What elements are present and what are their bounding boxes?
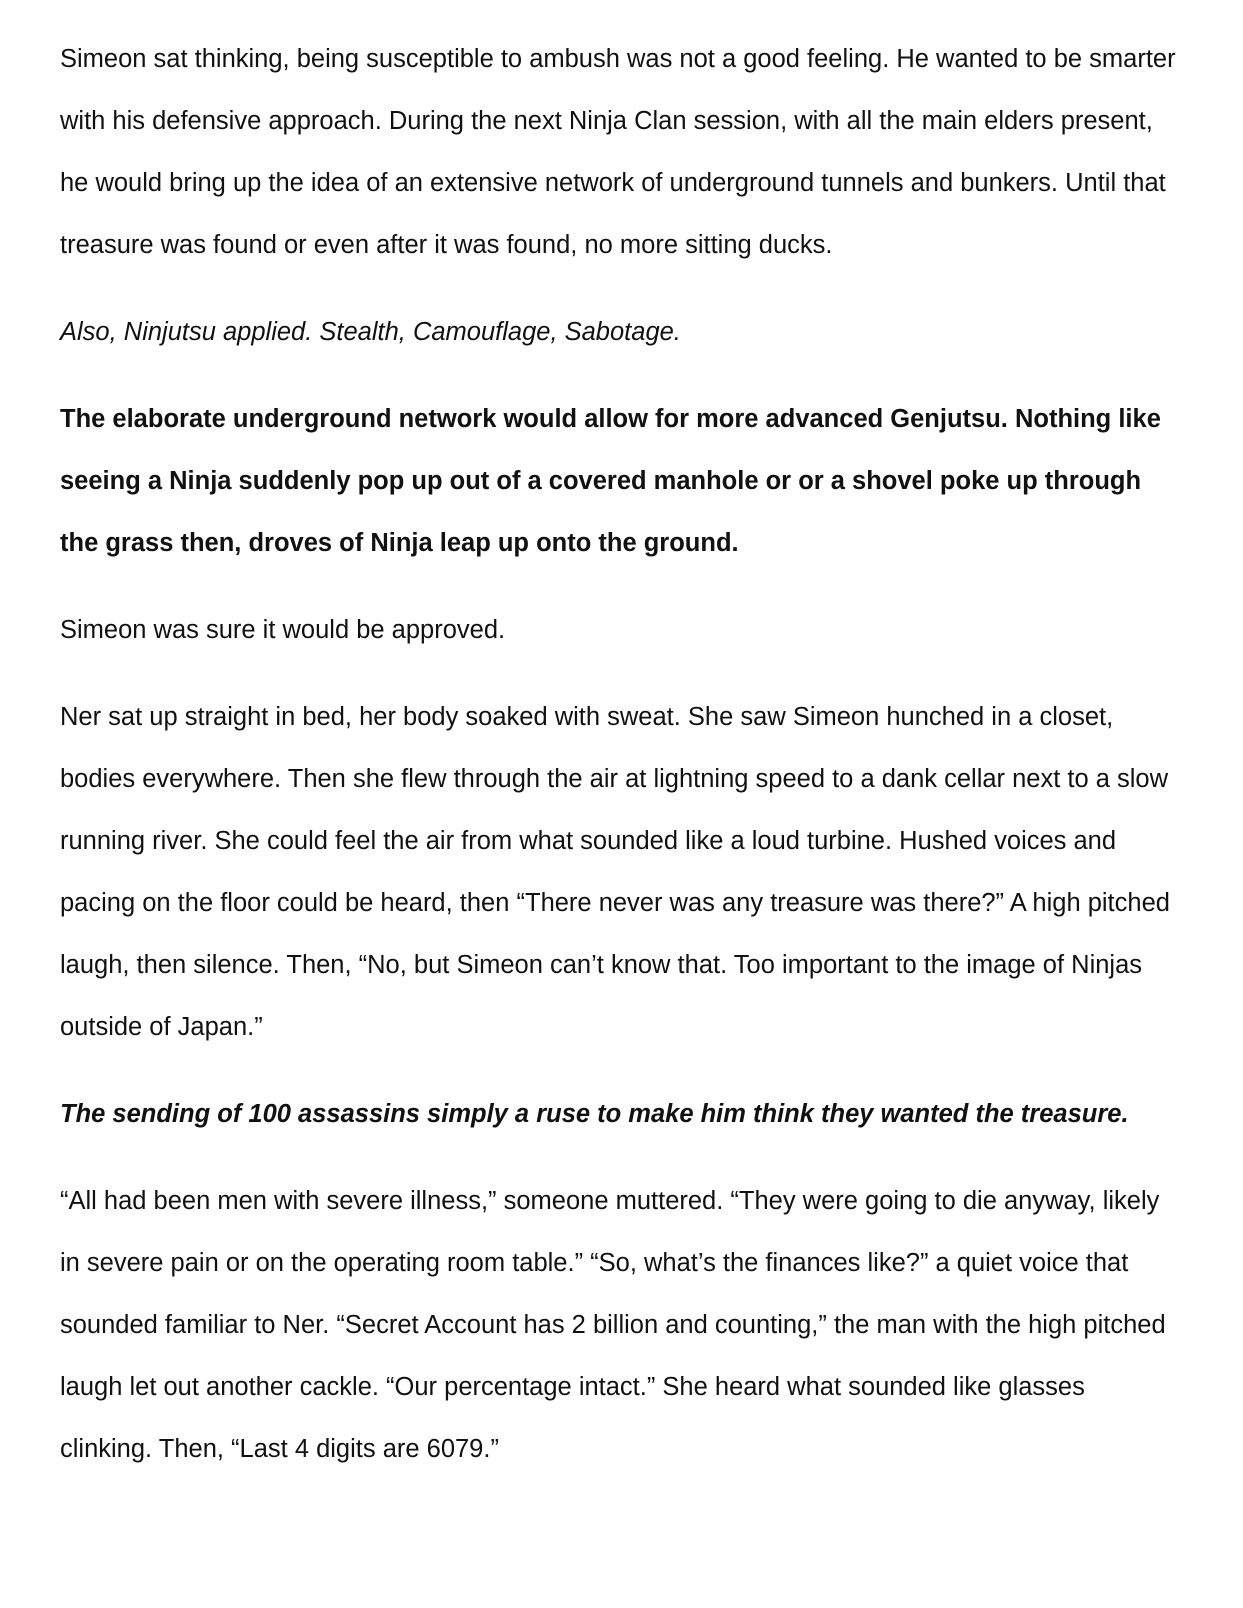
paragraph-assassins-ruse: The sending of 100 assassins simply a ruse to make him think they wanted the treasure.	[60, 1100, 1129, 1128]
paragraph-ner-vision: Ner sat up straight in bed, her body soaked with sweat. She saw Simeon hunched in a closet, bodies everywhere. Then she flew through the air at lightning speed to a dank cellar next to a slow running river. She could feel the air from what sounded like a loud turbine. Hushed voices and pacing on the floor could be heard, then “There never was any treasure was there?” A high pitched laugh, then silence. Then, “No, but Simeon can’t know that. Too important to the image of Ninjas outside of Japan.”	[60, 703, 1170, 1041]
paragraph-ninjutsu-applied: Also, Ninjutsu applied. Stealth, Camouflage, Sabotage.	[60, 318, 681, 346]
paragraph-underground-network: The elaborate underground network would allow for more advanced Genjutsu. Nothing like seeing a Ninja suddenly pop up out of a covered manhole or or a shovel poke up through the grass then, droves of Ninja leap up onto the ground.	[60, 405, 1161, 557]
paragraph-defensive-approach: Simeon sat thinking, being susceptible to ambush was not a good feeling. He wanted to be smarter with his defensive approach. During the next Ninja Clan session, with all the main elders present, he would bring up the idea of an extensive network of underground tunnels and bunkers. Until that treasure was found or even after it was found, no more sitting ducks.	[60, 45, 1176, 259]
paragraph-approval: Simeon was sure it would be approved.	[60, 616, 506, 644]
paragraph-secret-account: “All had been men with severe illness,” someone muttered. “They were going to die anyway, likely in severe pain or on the operating room table.” “So, what’s the finances like?” a quiet voice that sounded familiar to Ner. “Secret Account has 2 billion and counting,” the man with the high pitched laugh let out another cackle. “Our percentage intact.” She heard what sounded like glasses clinking. Then, “Last 4 digits are 6079.”	[60, 1187, 1166, 1463]
